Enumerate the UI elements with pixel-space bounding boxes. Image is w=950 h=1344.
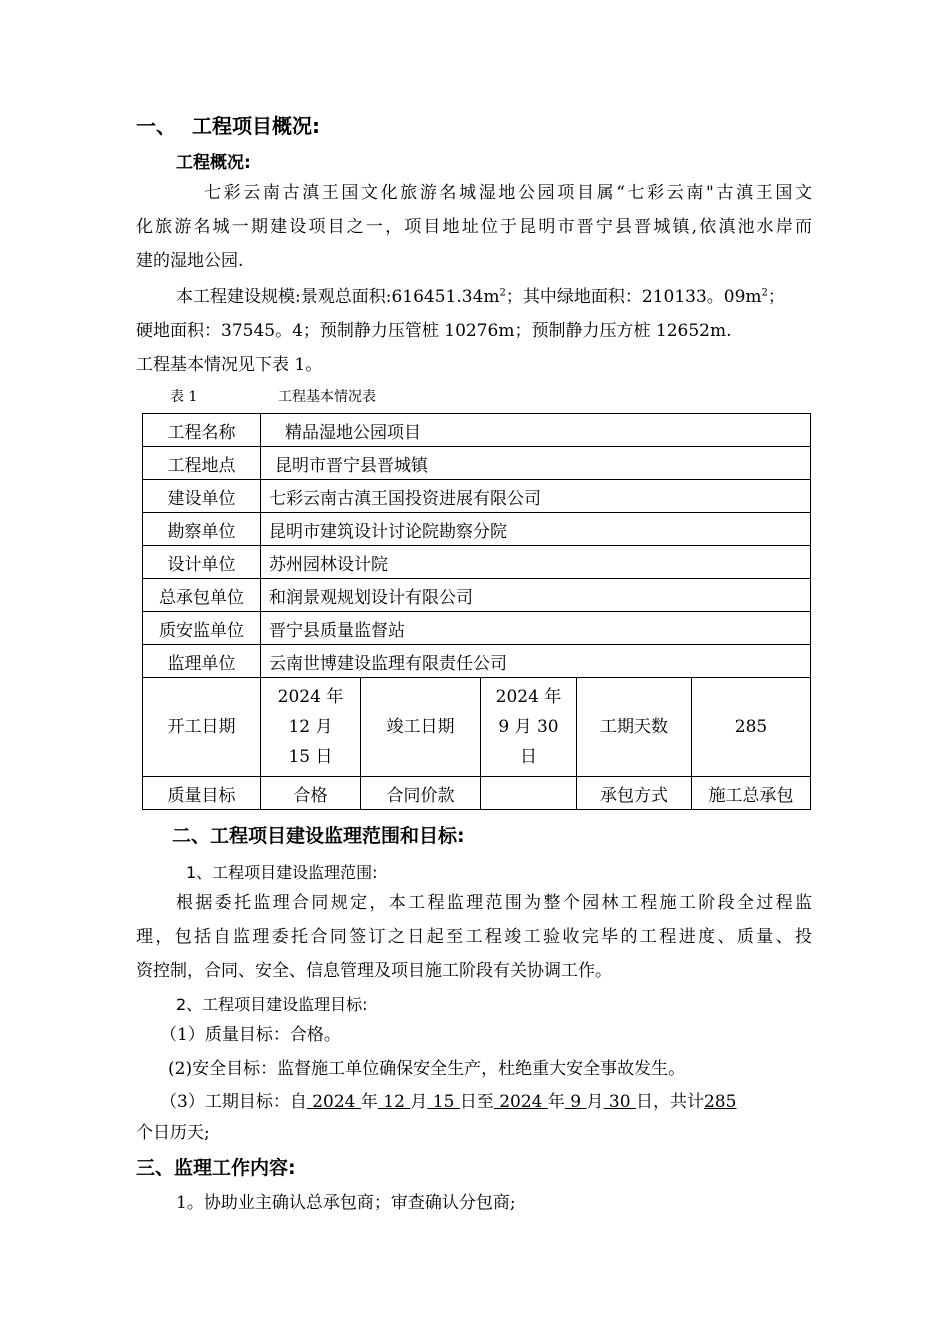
contract-mode-value: 施工总承包 — [692, 777, 811, 810]
overview-paragraph-line-3: 建的湿地公园. — [136, 251, 244, 271]
project-info-table — [142, 413, 811, 810]
table-row — [143, 546, 811, 579]
row-label: 总承包单位 — [143, 579, 261, 612]
start-date-label: 开工日期 — [143, 678, 261, 777]
contract-value — [481, 777, 577, 810]
end-year: 2024 — [493, 1092, 548, 1112]
row-label: 工程地点 — [143, 447, 261, 480]
overview-paragraph-line-1: 七彩云南古滇王国文化旅游名城湿地公园项目属“七彩云南"古滇王国文 — [204, 183, 812, 203]
scale-total-area: 本工程建设规模:景观总面积:616451.34m — [176, 287, 500, 307]
scale-green-area: ；其中绿地面积：210133。09m — [505, 287, 762, 307]
row-label: 建设单位 — [143, 480, 261, 513]
section-1-title: 工程项目概况: — [192, 114, 320, 138]
overview-subheading: 工程概况: — [176, 153, 251, 173]
row-label: 监理单位 — [143, 645, 261, 678]
table-row — [143, 447, 811, 480]
month-text: 月 — [410, 1092, 428, 1112]
start-day: 15 — [427, 1092, 460, 1112]
row-label: 勘察单位 — [143, 513, 261, 546]
scope-subheading: 1、工程项目建设监理范围: — [186, 863, 378, 882]
table-caption-title: 工程基本情况表 — [278, 389, 376, 405]
section-1-heading — [136, 110, 320, 139]
schedule-goal-line-2: 个日历天; — [136, 1123, 210, 1143]
row-value: 昆明市建筑设计讨论院勘察分院 — [261, 513, 811, 546]
duration-label: 工期天数 — [577, 678, 692, 777]
row-label: 工程名称 — [143, 414, 261, 447]
scale-paragraph-line-1 — [176, 285, 785, 309]
day-to-text: 日至 — [459, 1092, 494, 1112]
schedule-goal-line-1 — [160, 1090, 736, 1114]
total-text: 日，共计 — [635, 1092, 704, 1112]
work-item-1: 1。协助业主确认总承包商；审查确认分包商; — [176, 1193, 516, 1213]
start-month: 12 — [377, 1092, 411, 1112]
row-value: 和润景观规划设计有限公司 — [261, 579, 811, 612]
scope-paragraph-line-1: 根据委托监理合同规定，本工程监理范围为整个园林工程施工阶段全过程监 — [176, 893, 812, 913]
year-text: 年 — [360, 1092, 378, 1112]
row-value: 七彩云南古滇王国投资进展有限公司 — [261, 480, 811, 513]
table-row — [143, 612, 811, 645]
section-2-heading: 二、工程项目建设监理范围和目标: — [172, 825, 465, 847]
scope-paragraph-line-3: 资控制，合同、安全、信息管理及项目施工阶段有关协调工作。 — [136, 961, 612, 981]
year-text: 年 — [547, 1092, 565, 1112]
contract-mode-label: 承包方式 — [577, 777, 692, 810]
start-date-value: 2024 年 12 月 15 日 — [261, 678, 361, 777]
duration-value: 285 — [692, 678, 811, 777]
safety-goal: (2)安全目标：监督施工单位确保安全生产，杜绝重大安全事故发生。 — [168, 1059, 686, 1079]
section-1-number: 一、 — [136, 114, 176, 138]
end-date-label: 竣工日期 — [361, 678, 481, 777]
quality-value: 合格 — [261, 777, 361, 810]
superscript-2: 2 — [761, 287, 768, 299]
row-label: 设计单位 — [143, 546, 261, 579]
end-date-value: 2024 年 9 月 30 日 — [481, 678, 577, 777]
quality-label: 质量目标 — [143, 777, 261, 810]
quality-goal: （1）质量目标：合格。 — [160, 1025, 341, 1045]
row-label: 质安监单位 — [143, 612, 261, 645]
row-value: 精品湿地公园项目 — [261, 414, 811, 447]
scale-paragraph-line-2: 硬地面积：37545。4；预制静力压管桩 10276m；预制静力压方桩 12652m. — [136, 321, 732, 341]
table-row — [143, 645, 811, 678]
table-caption-number: 表 1 — [170, 389, 198, 405]
scope-paragraph-line-2: 理，包括自监理委托合同签订之日起至工程竣工验收完毕的工程进度、质量、投 — [136, 927, 812, 947]
table-row-dates — [143, 678, 811, 777]
table-row — [143, 579, 811, 612]
table-row-quality — [143, 777, 811, 810]
schedule-goal-prefix: （3）工期目标：自 — [160, 1092, 307, 1112]
month-text: 月 — [586, 1092, 604, 1112]
table-row — [143, 414, 811, 447]
table-row — [143, 513, 811, 546]
contract-label: 合同价款 — [361, 777, 481, 810]
table-row — [143, 480, 811, 513]
row-value: 昆明市晋宁县晋城镇 — [261, 447, 811, 480]
scale-separator: ； — [767, 287, 785, 307]
end-day: 30 — [603, 1092, 636, 1112]
total-days: 285 — [703, 1092, 737, 1112]
overview-paragraph-line-2: 化旅游名城一期建设项目之一，项目地址位于昆明市晋宁县晋城镇,依滇池水岸而 — [136, 217, 812, 237]
superscript-2: 2 — [499, 287, 506, 299]
section-3-heading: 三、监理工作内容: — [136, 1157, 296, 1179]
table-reference-text: 工程基本情况见下表 1。 — [136, 355, 323, 375]
start-year: 2024 — [306, 1092, 361, 1112]
end-month: 9 — [564, 1092, 587, 1112]
row-value: 晋宁县质量监督站 — [261, 612, 811, 645]
row-value: 云南世博建设监理有限责任公司 — [261, 645, 811, 678]
goals-subheading: 2、工程项目建设监理目标: — [176, 995, 368, 1014]
row-value: 苏州园林设计院 — [261, 546, 811, 579]
